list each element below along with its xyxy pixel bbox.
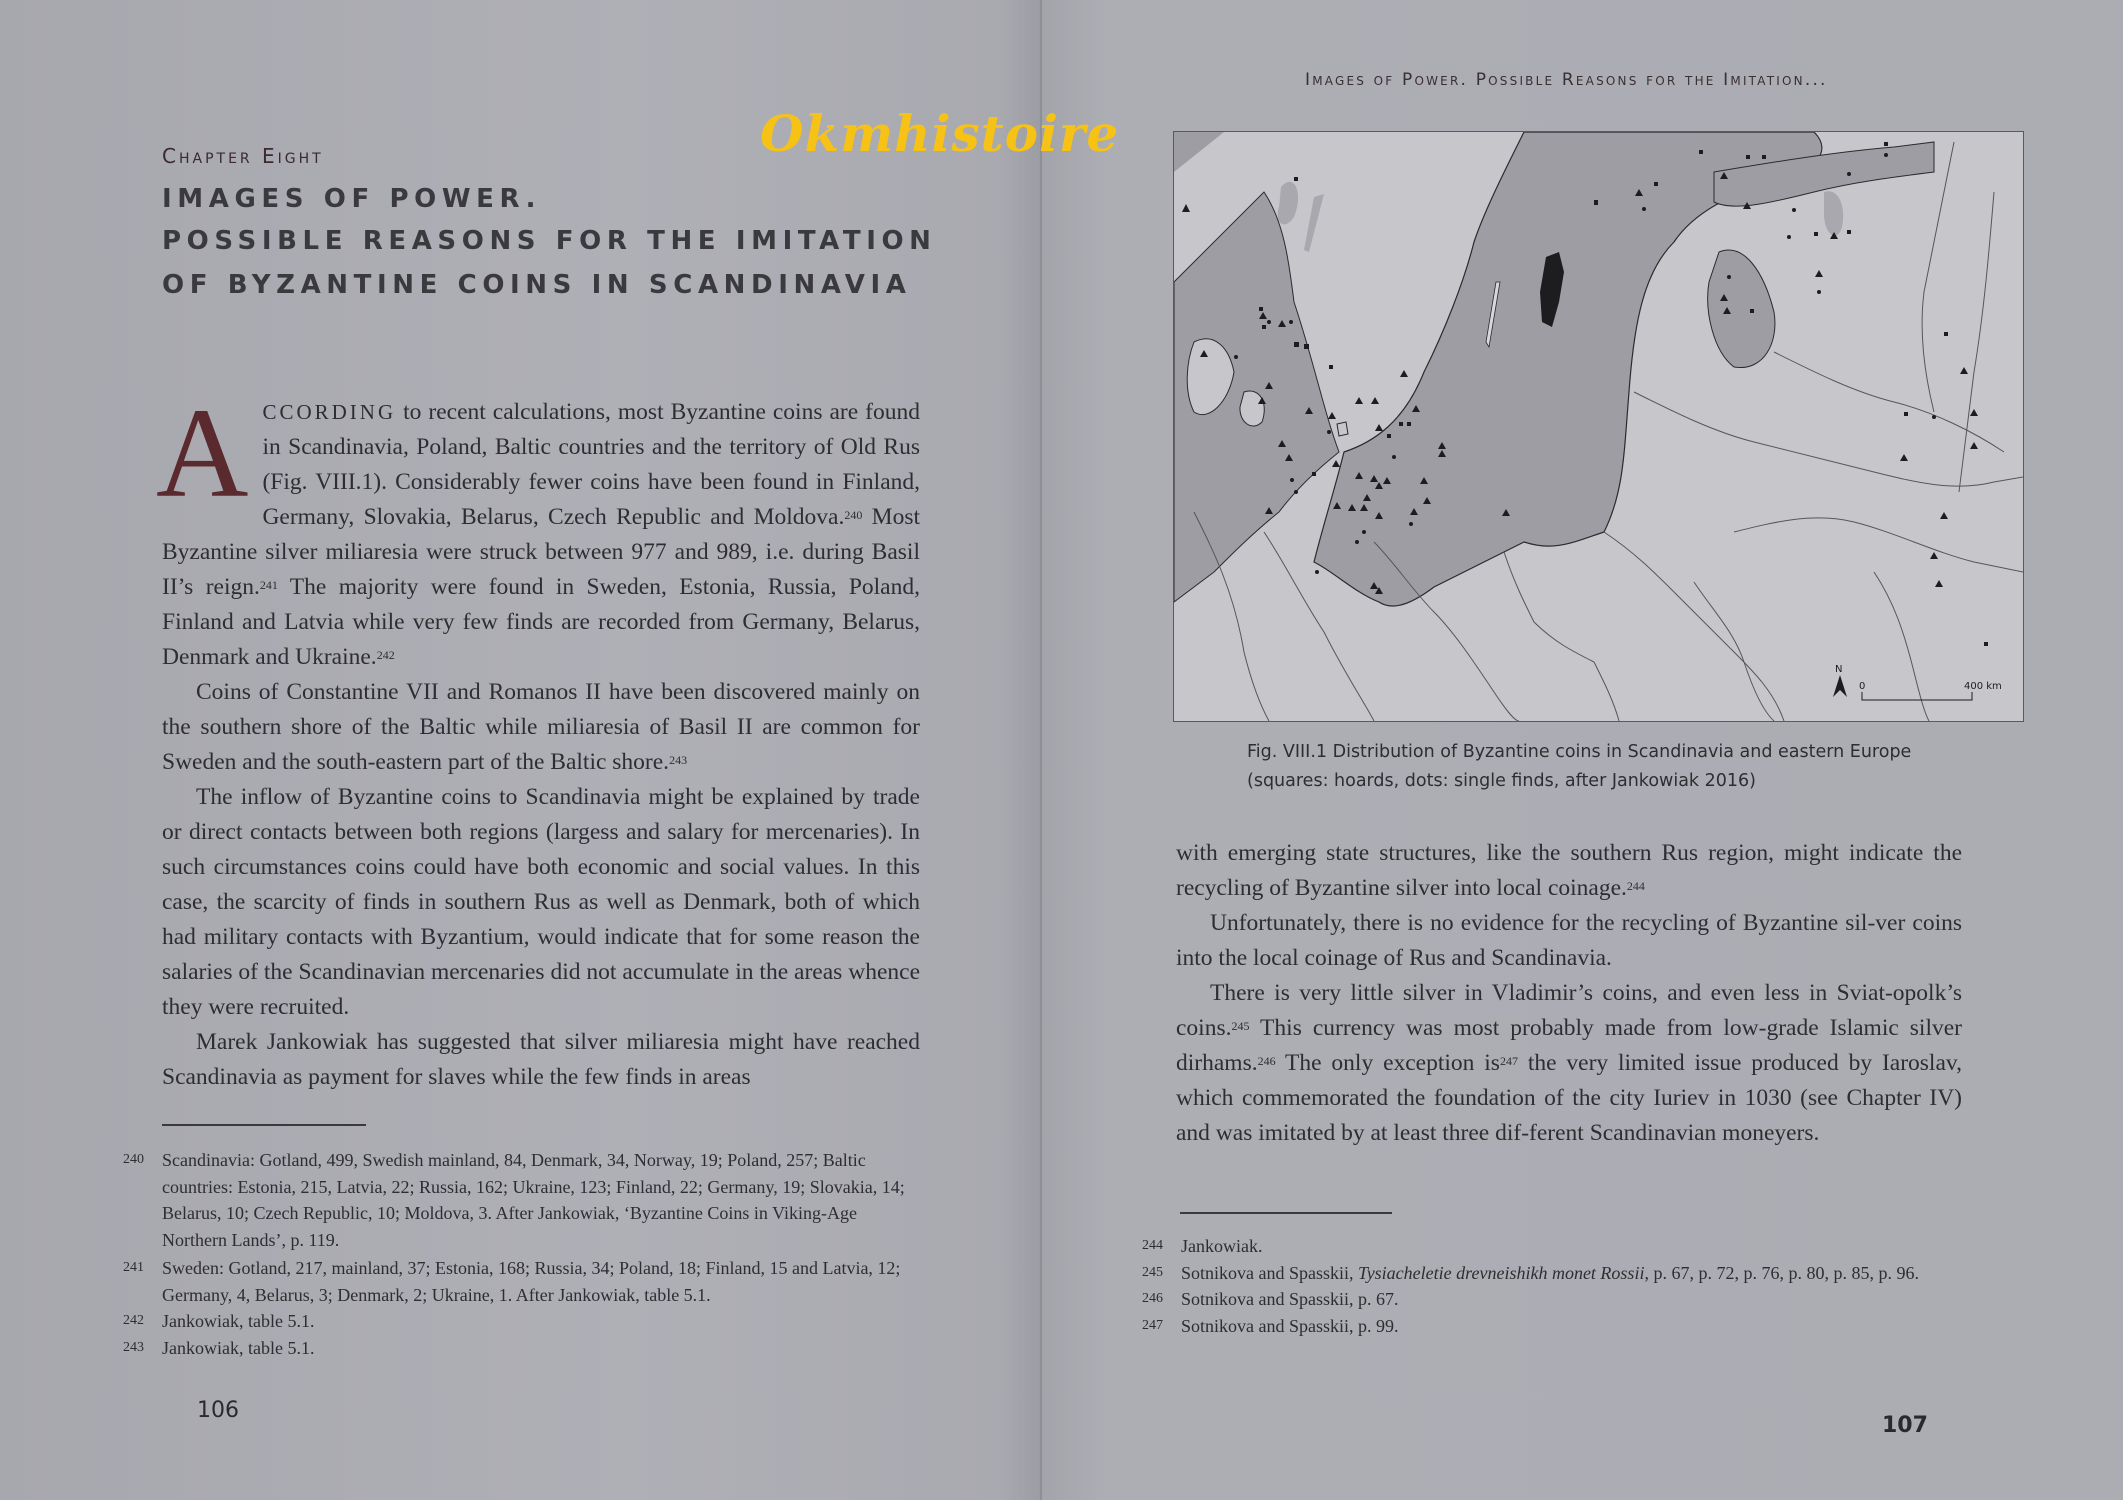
page-number-left: 106 — [197, 1398, 239, 1423]
footnote-divider — [1180, 1212, 1392, 1214]
paragraph-2: Coins of Constantine VII and Romanos II have been discovered mainly on the southern shore of the Baltic while miliaresia of Basil II are common for Sweden and the south-eastern part of the Baltic shore.$^{243}$ — [162, 679, 920, 775]
running-head: Images of Power. Possible Reasons for the Imitation... — [1305, 70, 1828, 90]
north-arrow-icon — [1833, 675, 1847, 697]
footnote-244: 244 Jankowiak. — [1142, 1236, 1263, 1256]
paragraph-vladimir: There is very little silver in Vladimir’s coins, and even less in Sviat-opolk’s coins.$^{245}$ This currency was most probably made from low-grade Islamic silver dirhams.$^{246}$ The only exception $is^{247}$ the very limited issue produced by Iaroslav, which commemorated the foundation of the city Iuriev in 1030 (see Chapter IV) and was imitated by at least three dif-ferent Scandinavian moneyers. — [1176, 980, 1962, 1146]
page-number-right: 107 — [1882, 1413, 1928, 1438]
paragraph-1: ACCORDING to recent calculations, most Byzantine coins are found in Scandinavia, Poland, Baltic countries and the territory of Old Rus (Fig. VIII.1). Considerably fewer coins have been found in Finland, Germany, Slovakia, Belarus, Czech Republic and Moldova.$^{240}$ Most Byzantine silver miliaresia were struck between 977 and 989, i.e. during Basil II’s reign.$^{241}$ The majority were found in Sweden, Estonia, Russia, Poland, Finland and Latvia while very few finds are recorded from Germany, Belarus, Denmark and Ukraine.$^{242}$ — [156, 382, 920, 670]
footnote-ref[interactable]: 242 — [376, 648, 395, 662]
footnote-243: 243 Jankowiak, table 5.1. — [123, 1337, 315, 1358]
caption-line-1: Fig. VIII.1 Distribution of Byzantine coins in Scandinavia and eastern Europe — [1247, 742, 1912, 762]
footnote-ref[interactable]: 240 — [844, 508, 863, 522]
caption-line-2: (squares: hoards, dots: single finds, after Jankowiak 2016) — [1247, 771, 1756, 791]
footnote-ref[interactable]: 244 — [1626, 879, 1645, 893]
chapter-title-line-2: POSSIBLE REASONS FOR THE IMITATION — [162, 226, 937, 256]
drop-cap: A — [156, 382, 249, 524]
footnote-ref[interactable]: 246 — [1257, 1054, 1276, 1068]
chapter-label: Chapter Eight — [162, 144, 324, 168]
drop-cap-continuation: CCORDING — [262, 400, 397, 424]
footnote-ref[interactable]: 247 — [1499, 1054, 1518, 1068]
footnote-245: 245 Sotnikova and Spasskii, Tysiacheletie drevneishikh monet Rossii, p. 67, p. 72, p. 76, p. 80, p. 85, p. 96. — [1142, 1262, 1919, 1283]
footnote-241: 241 Sweden: Gotland, 217, mainland, 37; Estonia, 168; Russia, 34; Poland, 18; Finland, 15 and Latvia, 12; Germany, 4, Belarus, 3; Denmark, 2; Ukraine, 1. After Jankowiak, table 5.1. — [123, 1258, 901, 1305]
svg-text:0: 0 — [1859, 681, 1866, 692]
right-footnotes — [1142, 1233, 1967, 1339]
footnote-242: 242 Jankowiak, table 5.1. — [123, 1311, 315, 1331]
map-graphic — [1174, 132, 2023, 721]
figure-caption — [1247, 738, 1911, 796]
footnote-ref[interactable]: 243 — [669, 753, 688, 767]
paragraph-unfortunately: Unfortunately, there is no evidence for the recycling of Byzantine sil-ver coins into the local coinage of Rus and Scandinavia. — [1176, 910, 1962, 971]
footnote-divider — [162, 1124, 366, 1126]
watermark-logo: Okmhistoire — [760, 104, 1120, 163]
chapter-title-line-1: IMAGES OF POWER. — [162, 184, 542, 214]
footnote-247: 247 Sotnikova and Spasskii, p. 99. — [1142, 1315, 1399, 1336]
footnote-240: 240 Scandinavia: Gotland, 499, Swedish mainland, 84, Denmark, 34, Norway, 19; Poland, 257; Baltic countries: Estonia, 215, Latvia, 22; Russia, 162; Ukraine, 123; Finland, 22; Germany, 19; Slovakia, 14; Belarus, 10; Czech Republic, 10; Moldova, 3. After Jankowiak, ‘Byzantine Coins in Viking-Age Northern Lands’, p. 119. — [123, 1150, 905, 1250]
chapter-title-line-3: OF BYZANTINE COINS IN SCANDINAVIA — [162, 270, 912, 300]
book-gutter — [1040, 0, 1042, 1500]
svg-text:N: N — [1835, 664, 1843, 675]
left-footnotes — [123, 1147, 920, 1361]
svg-text:400 km: 400 km — [1964, 681, 2002, 692]
distribution-map — [1173, 131, 2024, 722]
paragraph-3: The inflow of Byzantine coins to Scandinavia might be explained by trade or direct contacts between both regions (largess and salary for mercenaries). In such circumstances coins could have both economic and social values. In this case, the scarcity of finds in southern Rus as well as Denmark, both of which had military contacts with Byzantium, would indicate that for some reason the salaries of the Scandinavian mercenaries did not accumulate in the areas whence they were recruited. — [162, 784, 920, 1020]
left-body-text — [156, 382, 920, 1095]
paragraph-continued: with emerging state structures, like the southern Rus region, might indicate the recycling of Byzantine silver into local coinage.$^{244}$ — [1176, 840, 1962, 901]
footnote-ref[interactable]: 241 — [259, 578, 278, 592]
paragraph-4: Marek Jankowiak has suggested that silver miliaresia might have reached Scandinavia as payment for slaves while the few finds in areas — [162, 1029, 920, 1090]
footnote-246: 246 Sotnikova and Spasskii, p. 67. — [1142, 1289, 1399, 1309]
footnote-ref[interactable]: 245 — [1231, 1019, 1250, 1033]
right-body-text — [1176, 836, 1962, 1151]
